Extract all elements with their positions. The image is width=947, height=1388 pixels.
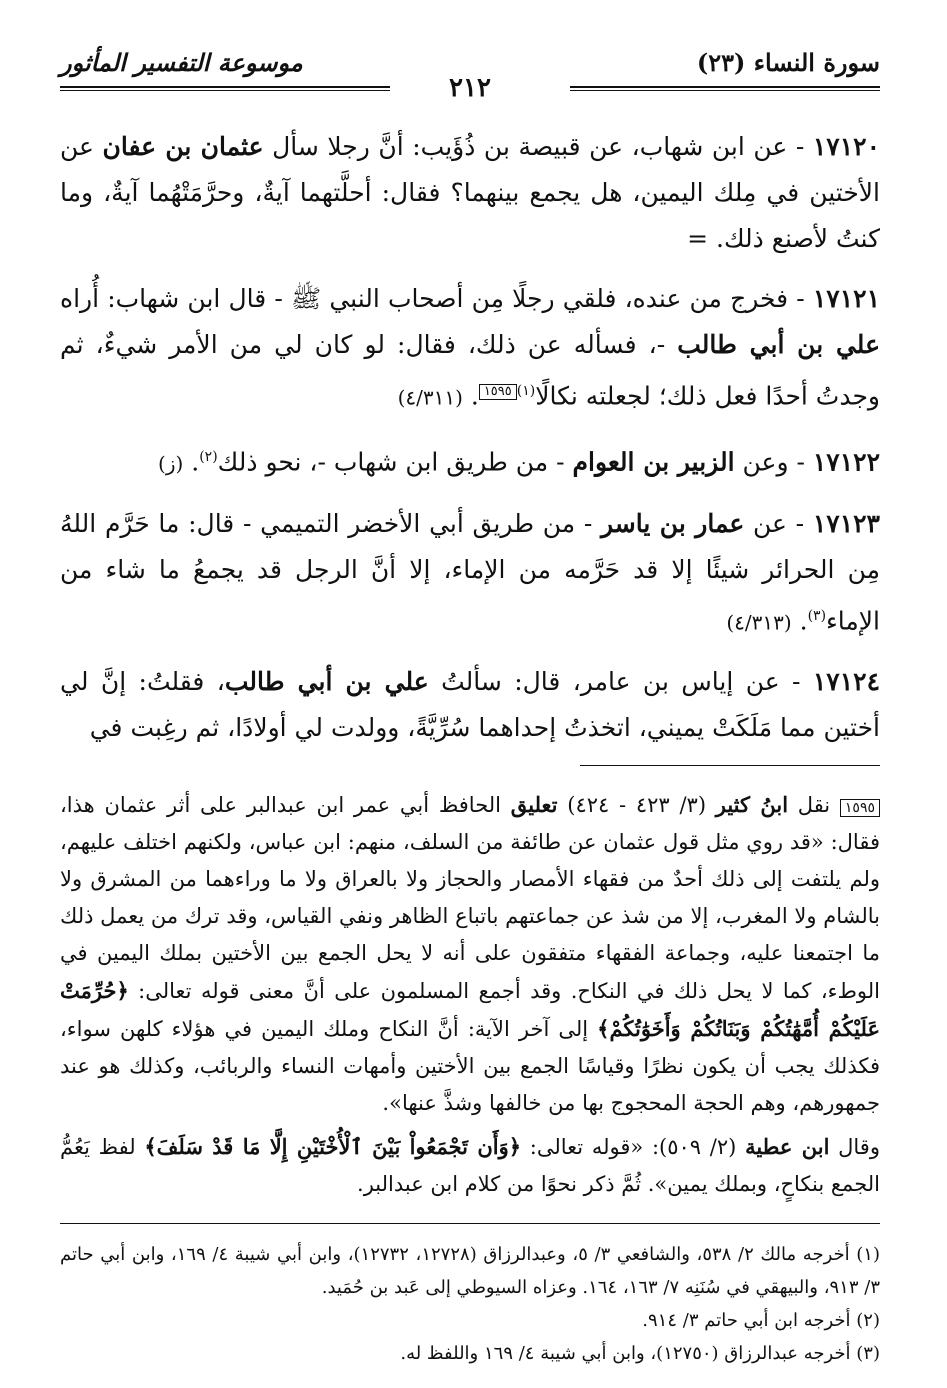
commentary-separator [580,765,880,766]
book-title: موسوعة التفسير المأثور [60,48,303,77]
header-rule-left [60,86,390,91]
quran-quote: ﴿وَأَن تَجْمَعُواْ بَيْنَ ٱلْأُخْتَيْنِ إِلَّا مَا قَدْ سَلَفَ﴾ [144,1133,522,1159]
commentary-note-ibn-atiyya [60,1128,880,1203]
footnote-1: (١) أخرجه مالك ٢/ ٥٣٨، والشافعي ٣/ ٥، وعبدالرزاق (١٢٧٢٨، ١٢٧٣٢)، وابن أبي شيبة ٤/ ١٦٩، وابن أبي حاتم ٣/ ٩١٣، والبيهقي في سُنَنِه ٧/ ١٦٣، ١٦٤. وعزاه السيوطي إلى عَبد بن حُمَيد. [60,1243,880,1298]
volume-reference: (٤/٣١٣) [726,609,792,634]
note-text: وقال [829,1134,880,1159]
entry-text: - وعن [734,447,813,477]
entry-text: - عن [744,508,813,538]
entry-text: عن الأختين في مِلك اليمين، هل يجمع بينهما؟ فقال: أحلَّتهما آيةٌ، وحرَّمَتْهُما آيةٌ، وما كنتُ لأصنع ذلك. = [60,132,880,253]
entry-name: علي بن أبي طالب [677,330,880,359]
note-text: نقل [788,792,840,817]
entry-number: ١٧١٢٣ [812,508,880,538]
footnote-rule [60,1223,880,1224]
entry-text: ، فقلتُ: إنَّ لي أختين مما مَلَكَتْ يميني، اتخذتُ إحداهما سُرِّيَّةً، وولدت لي أولادًا، ثم رغِبت في [60,666,880,742]
note-text: (٢/ ٥٠٩): «قوله تعالى: [521,1134,746,1159]
commentary-note-1595 [60,786,880,1122]
volume-reference: (٤/٣١١) [397,385,463,410]
main-text [60,124,880,751]
footnote-2: (٢) أخرجه ابن أبي حاتم ٣/ ٩١٤. [642,1309,880,1331]
entry-17123 [60,501,880,645]
entry-17122 [60,434,880,486]
note-keyword: تعليق [510,791,558,817]
note-text: إلى آخر الآية: أنَّ النكاح وملك اليمين في هؤلاء كلهن سواء، فكذلك يجب أن يكون نظرًا وقياسًا الجمع بين الأختين وأمهات النساء والربائب، وكذلك هو عند جمهورهم، وهم الحجة المحجوج بها من خالفها وشذَّ عنها». [60,1016,880,1115]
page-header [60,48,880,103]
entry-text: - من طريق ابن شهاب -، نحو ذلك [217,447,573,477]
entry-number: ١٧١٢٠ [812,132,880,161]
note-text: (٣/ ٤٢٣ - ٤٢٤) [557,792,716,817]
quran-quote: ﴿حُرِّمَتْ عَلَيْكُمْ أُمَّهَٰتُكُمْ وَبَنَاتُكُمْ وَأَخَوَٰتُكُمْ﴾ [60,977,880,1041]
note-name: ابن عطية [745,1133,830,1159]
surah-title: سورة النساء (٢٣) [696,48,880,77]
note-text: الحافظ أبي عمر ابن عبدالبر على أثر عثمان هذا، فقال: «قد روي مثل قول عثمان عن طائفة من السلف، منهم: ابن عباس، ولكنهم اختلف عليهم، ولم يلتفت إلى ذلك أحدٌ من فقهاء الأمصار والحجاز ولا بالعراق ولا ما وراءهما من المشرق ولا بالشام ولا المغرب، إلا من شذ عن جماعتهم باتباع الظاهر ونفي القياس، وقد ترك من يعمل ذلك ما اجتمعنا عليه، وجماعة الفقهاء متفقون على أنه لا يحل الجمع بين الأختين بملك اليمين في الوطء، كما لا يحل ذلك في النكاح. وقد أجمع المسلمون على أنَّ معنى قوله تعالى: [60,792,880,1003]
entry-text: - عن ابن شهاب، عن قبيصة بن ذُؤَيب: أنَّ رجلا سأل [263,132,813,161]
entry-number: ١٧١٢٤ [812,666,881,696]
footnote-marker: (٣) [807,607,827,624]
entry-text: - فخرج من عنده، فلقي رجلًا مِن أصحاب النبي ﷺ - قال ابن شهاب: أُراه [60,284,813,313]
book-page [60,48,880,1370]
entry-text: - عن إياس بن عامر، قال: سألتُ [428,666,813,696]
footnote-marker: (١) [516,383,536,399]
footnotes [60,1238,880,1370]
entry-text: . [462,381,479,411]
footnote-marker: (٢) [199,449,218,466]
footnote-3: (٣) أخرجه عبدالرزاق (١٢٧٥٠)، وابن أبي شيبة ٤/ ١٦٩ واللفظ له. [400,1342,880,1364]
entry-name: الزبير بن العوام [572,447,735,477]
entry-name: عمار بن ياسر [601,508,745,538]
entry-number: ١٧١٢١ [812,284,880,313]
note-name: ابنُ كثير [715,791,789,817]
note-text: لفظ يَعُمُّ الجمع بنكاحٍ، وبملك يمين». ثُمَّ ذكر نحوًا من كلام ابن عبدالبر. [60,1134,880,1196]
entry-text: . [791,605,808,635]
entry-number: ١٧١٢٢ [812,447,880,477]
entry-text: . [183,447,200,477]
commentary [60,786,880,1203]
page-number: ٢١٢ [449,73,491,103]
entry-text: -، فسأله عن ذلك، فقال: لو كان لي من الأمر شيءٌ، ثم وجدتُ أحدًا فعل ذلك؛ لجعلته نكالًا [60,330,880,411]
volume-reference: (ز) [158,451,184,476]
note-number-box: ١٥٩٥ [840,799,880,817]
entry-17124 [60,659,880,751]
entry-name: عثمان بن عفان [102,132,264,161]
entry-text: - من طريق أبي الأخضر التميمي - قال: ما حَرَّم اللهُ مِن الحرائر شيئًا إلا قد حَرَّمه من الإماء، إلا أنَّ الرجل قد يجمعُ ما شاء من الإماء [60,508,880,635]
entry-17120 [60,124,880,262]
note-link-box[interactable]: ١٥٩٥ [479,384,517,400]
entry-name: علي بن أبي طالب [224,666,429,696]
entry-17121 [60,276,880,420]
